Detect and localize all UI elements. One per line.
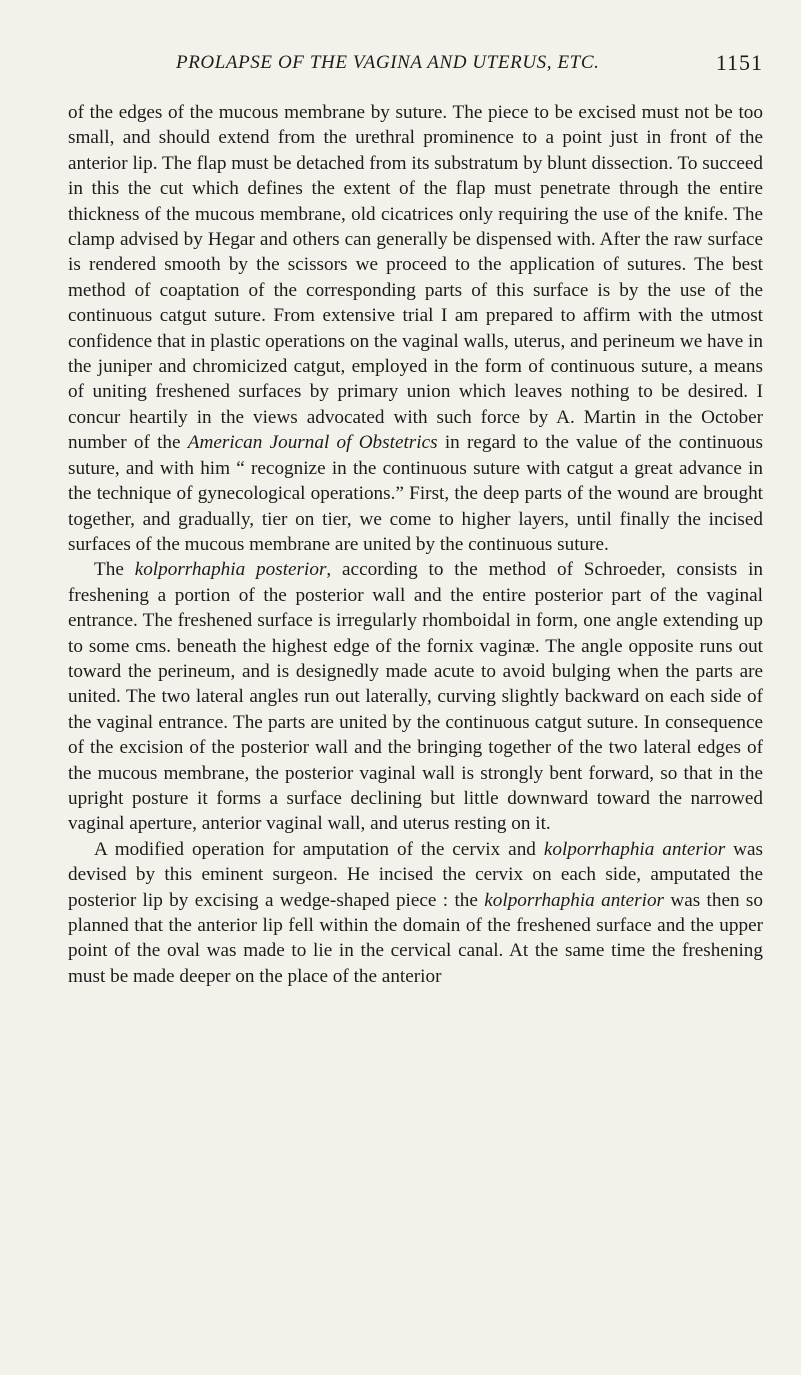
text-run: A modified operation for amputation of the cervix and <box>94 838 544 860</box>
text-run: in regard to the value of the continuous suture, and with him “ recognize in the continuous suture with catgut a great advance in the technique of gynecological operations.” First, the deep parts of the wound are brought together, and gradually, tier on tier, we come to higher layers, until finally the incised surfaces of the mucous membrane are united by the continuous suture. <box>68 432 763 555</box>
page-header <box>68 48 763 82</box>
paragraph-2 <box>68 557 763 836</box>
paragraph-1 <box>68 100 763 557</box>
procedure-name: kolporrhaphia anterior <box>543 838 726 860</box>
running-title: PROLAPSE OF THE VAGINA AND UTERUS, ETC. <box>176 52 600 73</box>
journal-title: American Journal of Obstetrics <box>187 432 438 454</box>
text-run: of the edges of the mucous membrane by suture. The piece to be excised must not be too small, and should extend from the urethral prominence to a point just in front of the anterior lip. The flap must be detached from its substratum by blunt dissection. To succeed in this the cut which defines the extent of the flap must penetrate through the entire thickness of the mucous membrane, old cicatrices only requiring the use of the knife. The clamp advised by Hegar and others can generally be dispensed with. After the raw surface is rendered smooth by the scissors we proceed to the application of sutures. The best method of coaptation of the corresponding parts of this surface is by the use of the continuous catgut suture. From extensive trial I am prepared to affirm with the utmost confidence that in plastic operations on the vaginal walls, uterus, and perineum we have in the juniper and chromicized catgut, employed in the form of continuous suture, a means of uniting freshened surfaces by primary union which leaves nothing to be desired. I concur heartily in the views advocated with such force by A. Martin in the October number of the <box>68 102 763 454</box>
text-run: was devised by this eminent surgeon. He incised the cervix on each side, amputated the posterior lip by excising a wedge-shaped piece : the <box>68 838 763 911</box>
text-run: was then so planned that the anterior lip fell within the domain of the freshened surface and the upper point of the oval was made to lie in the cervical canal. At the same time the freshening must be made deeper on the place of the anterior <box>68 889 763 987</box>
procedure-name: kolporrhaphia posterior <box>134 559 327 581</box>
page-number: 1151 <box>715 50 763 75</box>
body-text <box>68 100 763 989</box>
text-run: , according to the method of Schroeder, consists in freshening a portion of the posterior wall and the entire posterior part of the vaginal entrance. The freshened surface is irregularly rhomboidal in form, one angle extending up to some cms. beneath the highest edge of the fornix vaginæ. The angle opposite runs out toward the perineum, and is designedly made acute to avoid bulging when the parts are united. The two lateral angles run out laterally, curving slightly backward on each side of the vaginal entrance. The parts are united by the continuous catgut suture. In consequence of the excision of the posterior wall and the bringing together of the two lateral edges of the mucous membrane, the posterior vaginal wall is strongly bent forward, so that in the upright posture it forms a surface declining but little downward toward the narrowed vaginal aperture, anterior vaginal wall, and uterus resting on it. <box>68 559 763 835</box>
procedure-name: kolporrhaphia anterior <box>484 889 665 911</box>
text-run: The <box>94 559 135 581</box>
paragraph-3 <box>68 837 763 989</box>
